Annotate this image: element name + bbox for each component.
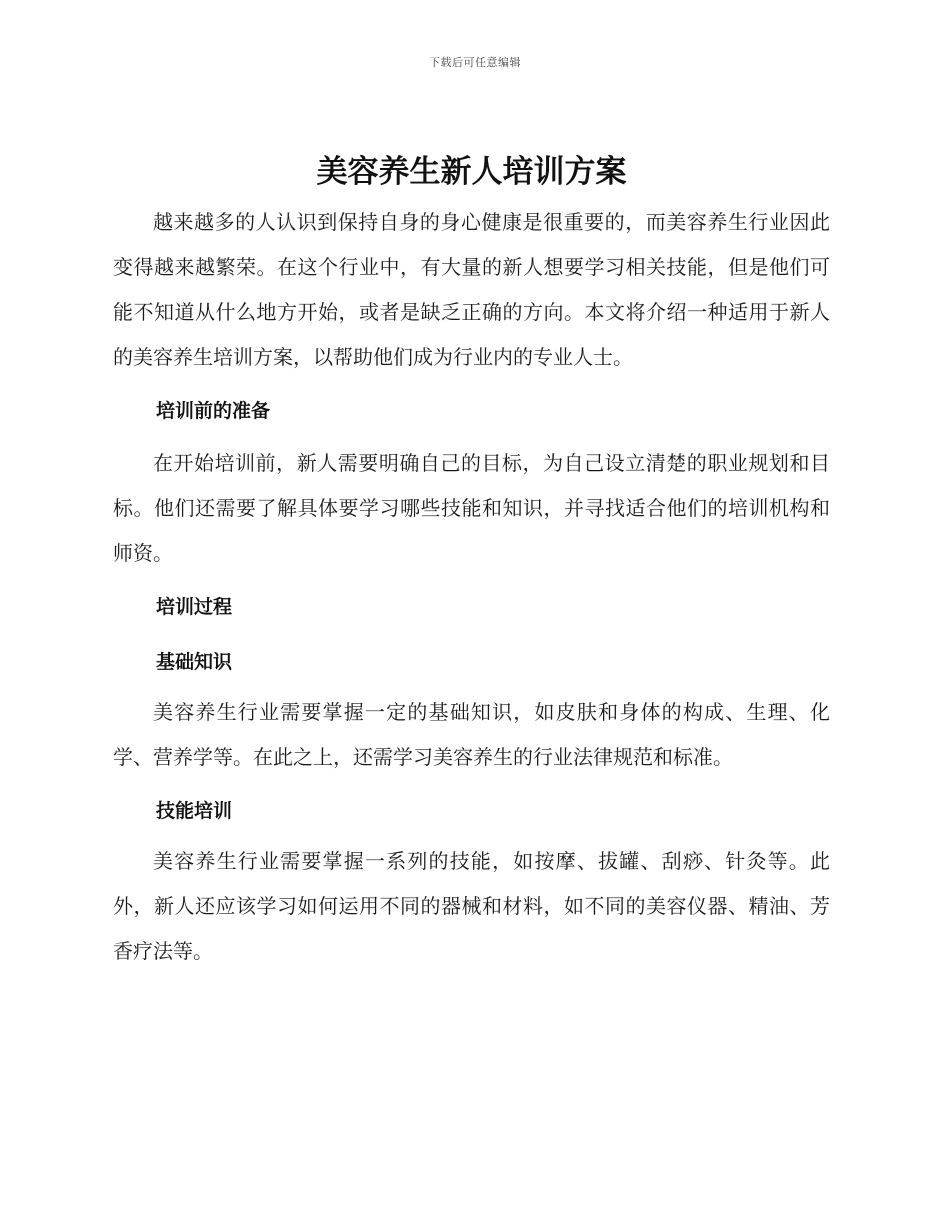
section-heading-process: 培训过程 [156, 596, 233, 618]
section-heading-preparation: 培训前的准备 [156, 400, 271, 422]
preparation-paragraph: 在开始培训前，新人需要明确自己的目标，为自己设立清楚的职业规划和目标。他们还需要了解具体要学习哪些技能和知识，并寻找适合他们的培训机构和师资。 [113, 451, 830, 565]
section-heading-skills: 技能培训 [156, 800, 233, 822]
section-heading-basics: 基础知识 [156, 651, 233, 673]
header-note: 下载后可任意编辑 [429, 56, 521, 69]
skills-paragraph: 美容养生行业需要掌握一系列的技能，如按摩、拔罐、刮痧、针灸等。此外，新人还应该学习如何运用不同的器械和材料，如不同的美容仪器、精油、芳香疗法等。 [113, 849, 830, 963]
basics-paragraph: 美容养生行业需要掌握一定的基础知识，如皮肤和身体的构成、生理、化学、营养学等。在此之上，还需学习美容养生的行业法律规范和标准。 [113, 700, 830, 769]
document-title: 美容养生新人培训方案 [316, 154, 627, 190]
intro-paragraph: 越来越多的人认识到保持自身的身心健康是很重要的，而美容养生行业因此变得越来越繁荣。在这个行业中，有大量的新人想要学习相关技能，但是他们可能不知道从什么地方开始，或者是缺乏正确的方向。本文将介绍一种适用于新人的美容养生培训方案，以帮助他们成为行业内的专业人士。 [113, 210, 830, 369]
document-body [113, 150, 830, 974]
